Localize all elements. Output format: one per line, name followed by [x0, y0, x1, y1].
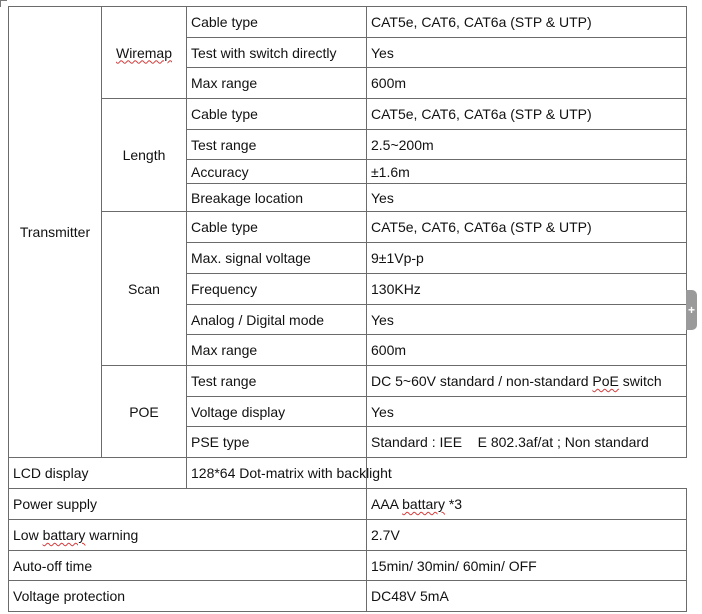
- table-row: [9, 489, 687, 520]
- group-label-scan: Scan: [102, 212, 187, 366]
- param-cell: PSE type: [187, 427, 367, 458]
- param-cell: Power supply: [9, 489, 367, 520]
- value-cell: AAA battary *3: [367, 489, 687, 520]
- table-row: [9, 581, 687, 612]
- table-row: [9, 366, 687, 397]
- value-cell: Yes: [367, 38, 687, 68]
- value-cell: 128*64 Dot-matrix with backlight: [187, 458, 367, 489]
- value-cell: 130KHz: [367, 274, 687, 305]
- param-cell: Max range: [187, 335, 367, 366]
- value-cell: CAT5e, CAT6, CAT6a (STP & UTP): [367, 99, 687, 130]
- param-cell: Voltage protection: [9, 581, 367, 612]
- value-cell: 600m: [367, 68, 687, 99]
- param-cell: LCD display: [9, 458, 187, 489]
- param-cell: Max. signal voltage: [187, 243, 367, 274]
- param-cell: Low battary warning: [9, 520, 367, 551]
- param-cell: Cable type: [187, 7, 367, 38]
- value-cell: 2.7V: [367, 520, 687, 551]
- value-cell: 600m: [367, 335, 687, 366]
- value-cell: 9±1Vp-p: [367, 243, 687, 274]
- param-cell: Max range: [187, 68, 367, 99]
- param-cell: Test range: [187, 130, 367, 160]
- param-cell: Analog / Digital mode: [187, 305, 367, 335]
- value-cell: Yes: [367, 184, 687, 212]
- value-cell: Yes: [367, 397, 687, 427]
- param-cell: Auto-off time: [9, 551, 367, 581]
- value-cell: Standard : IEE E 802.3af/at ; Non standard: [367, 427, 687, 458]
- corner-resize-mark: [0, 0, 7, 7]
- param-cell: Accuracy: [187, 160, 367, 184]
- section-label-transmitter: Transmitter: [9, 7, 102, 458]
- group-label-wiremap: Wiremap: [102, 7, 187, 99]
- value-cell: 2.5~200m: [367, 130, 687, 160]
- value-cell: 15min/ 30min/ 60min/ OFF: [367, 551, 687, 581]
- param-cell: Cable type: [187, 212, 367, 243]
- plus-icon: +: [687, 303, 695, 317]
- expand-handle-button[interactable]: [686, 290, 697, 330]
- table-row: [9, 551, 687, 581]
- table-row: [9, 99, 687, 130]
- table-row: [9, 458, 687, 489]
- value-cell: CAT5e, CAT6, CAT6a (STP & UTP): [367, 7, 687, 38]
- table-row: [9, 520, 687, 551]
- group-label-poe: POE: [102, 366, 187, 458]
- value-cell: CAT5e, CAT6, CAT6a (STP & UTP): [367, 212, 687, 243]
- param-cell: Test with switch directly: [187, 38, 367, 68]
- value-cell: Yes: [367, 305, 687, 335]
- table-row: [9, 7, 687, 38]
- group-label-length: Length: [102, 99, 187, 212]
- value-cell: ±1.6m: [367, 160, 687, 184]
- param-cell: Test range: [187, 366, 367, 397]
- spec-table: [8, 6, 687, 612]
- table-row: [9, 212, 687, 243]
- value-cell: DC48V 5mA: [367, 581, 687, 612]
- param-cell: Cable type: [187, 99, 367, 130]
- param-cell: Breakage location: [187, 184, 367, 212]
- param-cell: Frequency: [187, 274, 367, 305]
- value-cell: DC 5~60V standard / non-standard PoE switch: [367, 366, 687, 397]
- param-cell: Voltage display: [187, 397, 367, 427]
